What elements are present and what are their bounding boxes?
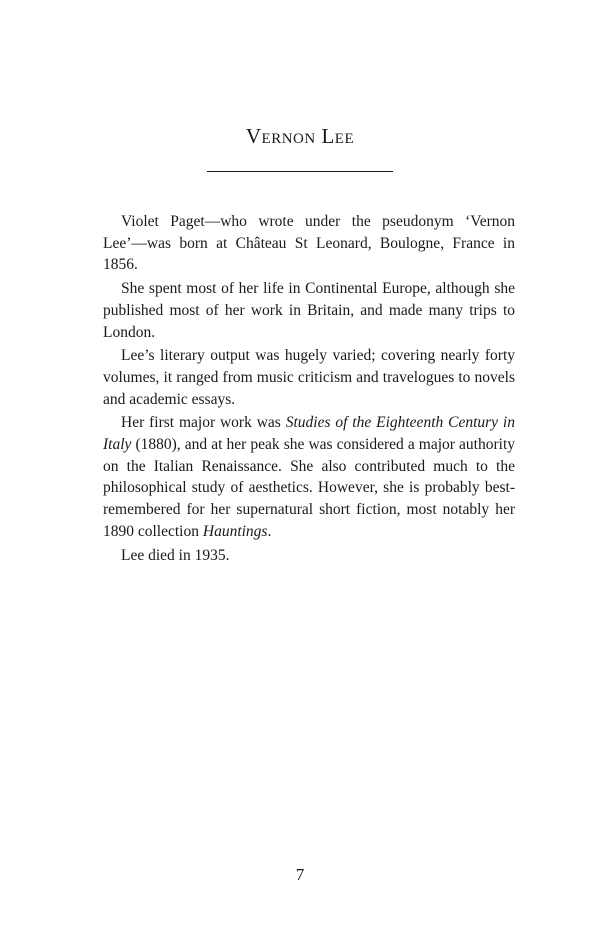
- paragraph-4-prefix: Her first major work was: [121, 414, 286, 432]
- title-underline-rule: [207, 171, 393, 172]
- paragraph-5: Lee died in 1935.: [121, 546, 230, 564]
- paragraph-4-suffix: .: [267, 522, 272, 540]
- paragraph-4: [103, 412, 515, 542]
- page-number: 7: [295, 865, 305, 884]
- italic-book-title-studies: Studies of the Eighteenth Century in Italy: [103, 414, 515, 454]
- paragraph-2: She spent most of her life in Continental Europe, although she published most of her work in Britain, and made many trips to London.: [103, 280, 515, 341]
- paragraph-1: Violet Paget—who wrote under the pseudonym ‘Vernon Lee’—was born at Château St Leonard, Boulogne, France in 1856.: [103, 213, 515, 274]
- chapter-title: Vernon Lee: [245, 124, 355, 148]
- biography-text: [103, 211, 515, 568]
- paragraph-4-middle: (1880), and at her peak she was considered a major authority on the Italian Renaissance. She also contributed much to the philosophical study of aesthetics. However, she is probably best-remembered for her supernatural short fiction, most notably her 1890 collection: [103, 436, 515, 540]
- paragraph-3: Lee’s literary output was hugely varied; covering nearly forty volumes, it ranged from music criticism and travelogues to novels and academic essays.: [103, 347, 515, 408]
- italic-book-title-hauntings: Hauntings: [202, 522, 268, 540]
